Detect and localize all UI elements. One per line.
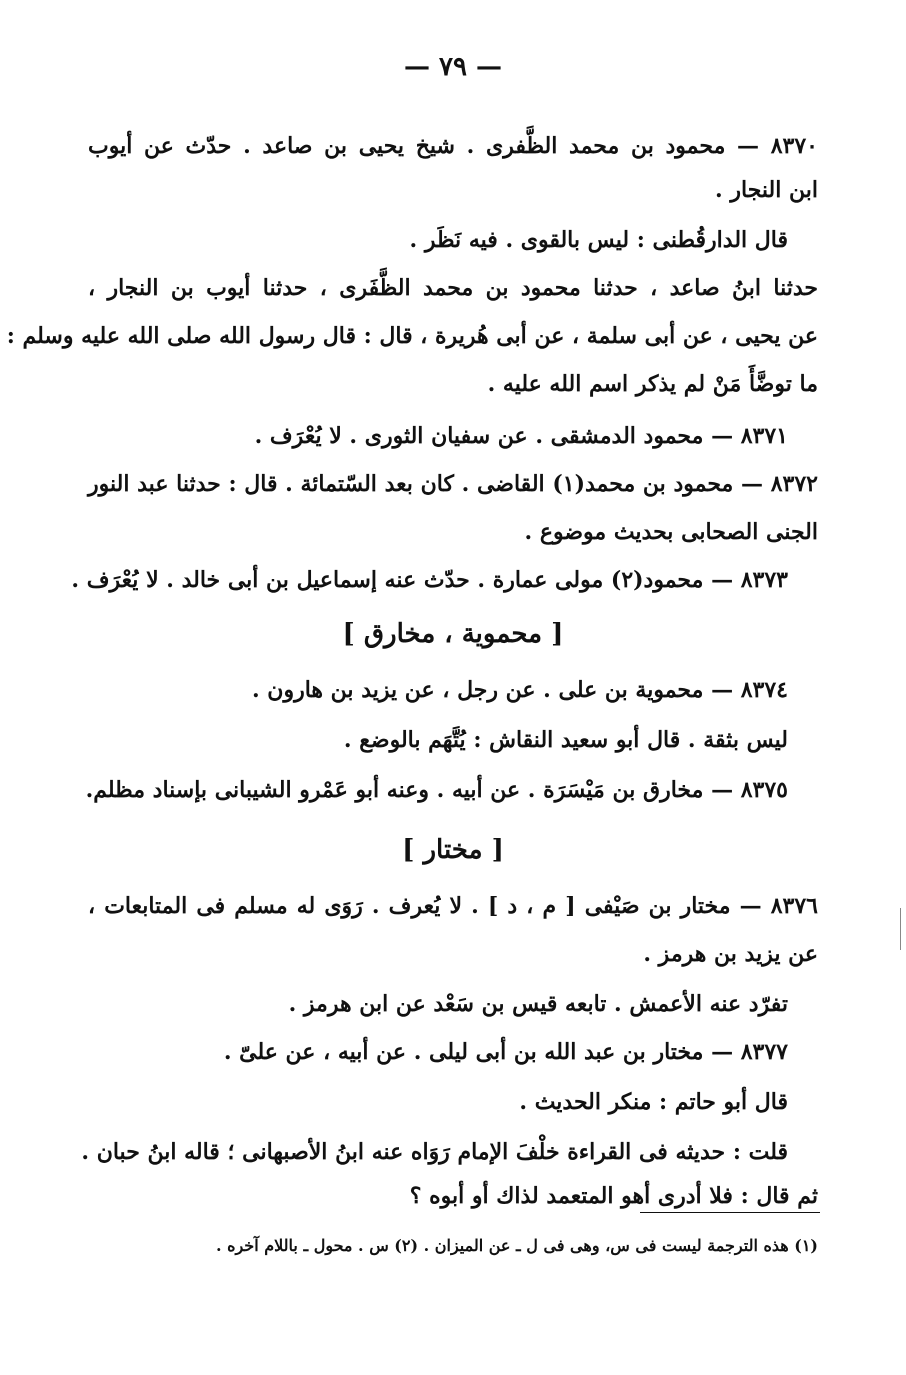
text-line: ٨٣٧٤ — محموية بن على . عن رجل ، عن يزيد بن هارون . — [251, 677, 788, 703]
text-line: ٨٣٧٣ — محمود(٢) مولى عمارة . حدّث عنه إسماعيل بن أبى خالد . لا يُعْرَف . — [71, 567, 788, 593]
text-line: ٨٣٧٠ — محمود بن محمد الظَّفرى . شيخ يحيى بن صاعد . حدّث عن أيوب — [88, 133, 818, 159]
text-line: ٨٣٧٧ — مختار بن عبد الله بن أبى ليلى . عن أبيه ، عن علىّ . — [223, 1039, 788, 1065]
text-line: عن يزيد بن هرمز . — [643, 941, 818, 967]
text-line: ما توضَّأَ مَنْ لم يذكر اسم الله عليه . — [487, 371, 818, 397]
text-line: ٨٣٧٢ — محمود بن محمد(١) القاضى . كان بعد السّتمائة . قال : حدثنا عبد النور — [88, 471, 818, 497]
text-line: ليس بثقة . قال أبو سعيد النقاش : يُتَّهَم بالوضع . — [343, 727, 788, 753]
text-line: ٨٣٧١ — محمود الدمشقى . عن سفيان الثورى . لا يُعْرَف . — [254, 423, 788, 449]
text-line: الجنى الصحابى بحديث موضوع . — [524, 519, 818, 545]
text-line: تفرّد عنه الأعمش . تابعه قيس بن سَعْد عن ابن هرمز . — [288, 991, 788, 1017]
text-line: ابن النجار . — [715, 177, 818, 203]
section-heading: [ محموية ، مخارق ] — [342, 619, 564, 649]
margin-mark — [900, 908, 901, 950]
text-line: ٨٣٧٥ — مخارق بن مَيْسَرَة . عن أبيه . وعنه أبو عَمْرو الشيبانى بإسناد مظلم. — [85, 777, 788, 803]
text-line: قلت : حديثه فى القراءة خلْفَ الإمام رَوَاه عنه ابنُ الأصبهانى ؛ قاله ابنُ حبان . — [81, 1139, 788, 1165]
text-line: قال الدارقُطنى : ليس بالقوى . فيه نَظَر . — [409, 227, 788, 253]
text-line: عن يحيى ، عن أبى سلمة ، عن أبى هُريرة ، قال : قال رسول الله صلى الله عليه وسلم : — [6, 323, 818, 349]
text-line: ثم قال : فلا أدرى أهو المتعمد لذاك أو أبوه ؟ — [409, 1183, 818, 1209]
text-line: ٨٣٧٦ — مختار بن صَيْفى [ م ، د ] . لا يُعرف . رَوَى له مسلم فى المتابعات ، — [88, 893, 818, 919]
footnote-divider — [640, 1212, 820, 1213]
text-line: حدثنا ابنُ صاعد ، حدثنا محمود بن محمد الظَّفَرى ، حدثنا أيوب بن النجار ، — [88, 275, 818, 301]
text-line: قال أبو حاتم : منكر الحديث . — [519, 1089, 788, 1115]
section-heading: [ مختار ] — [402, 835, 504, 865]
page-number: — ٧٩ — — [403, 52, 503, 82]
footnote: (١) هذه الترجمة ليست فى س، وهى فى ل ـ عن الميزان . (٢) س . محول ـ باللام آخره . — [215, 1236, 818, 1255]
